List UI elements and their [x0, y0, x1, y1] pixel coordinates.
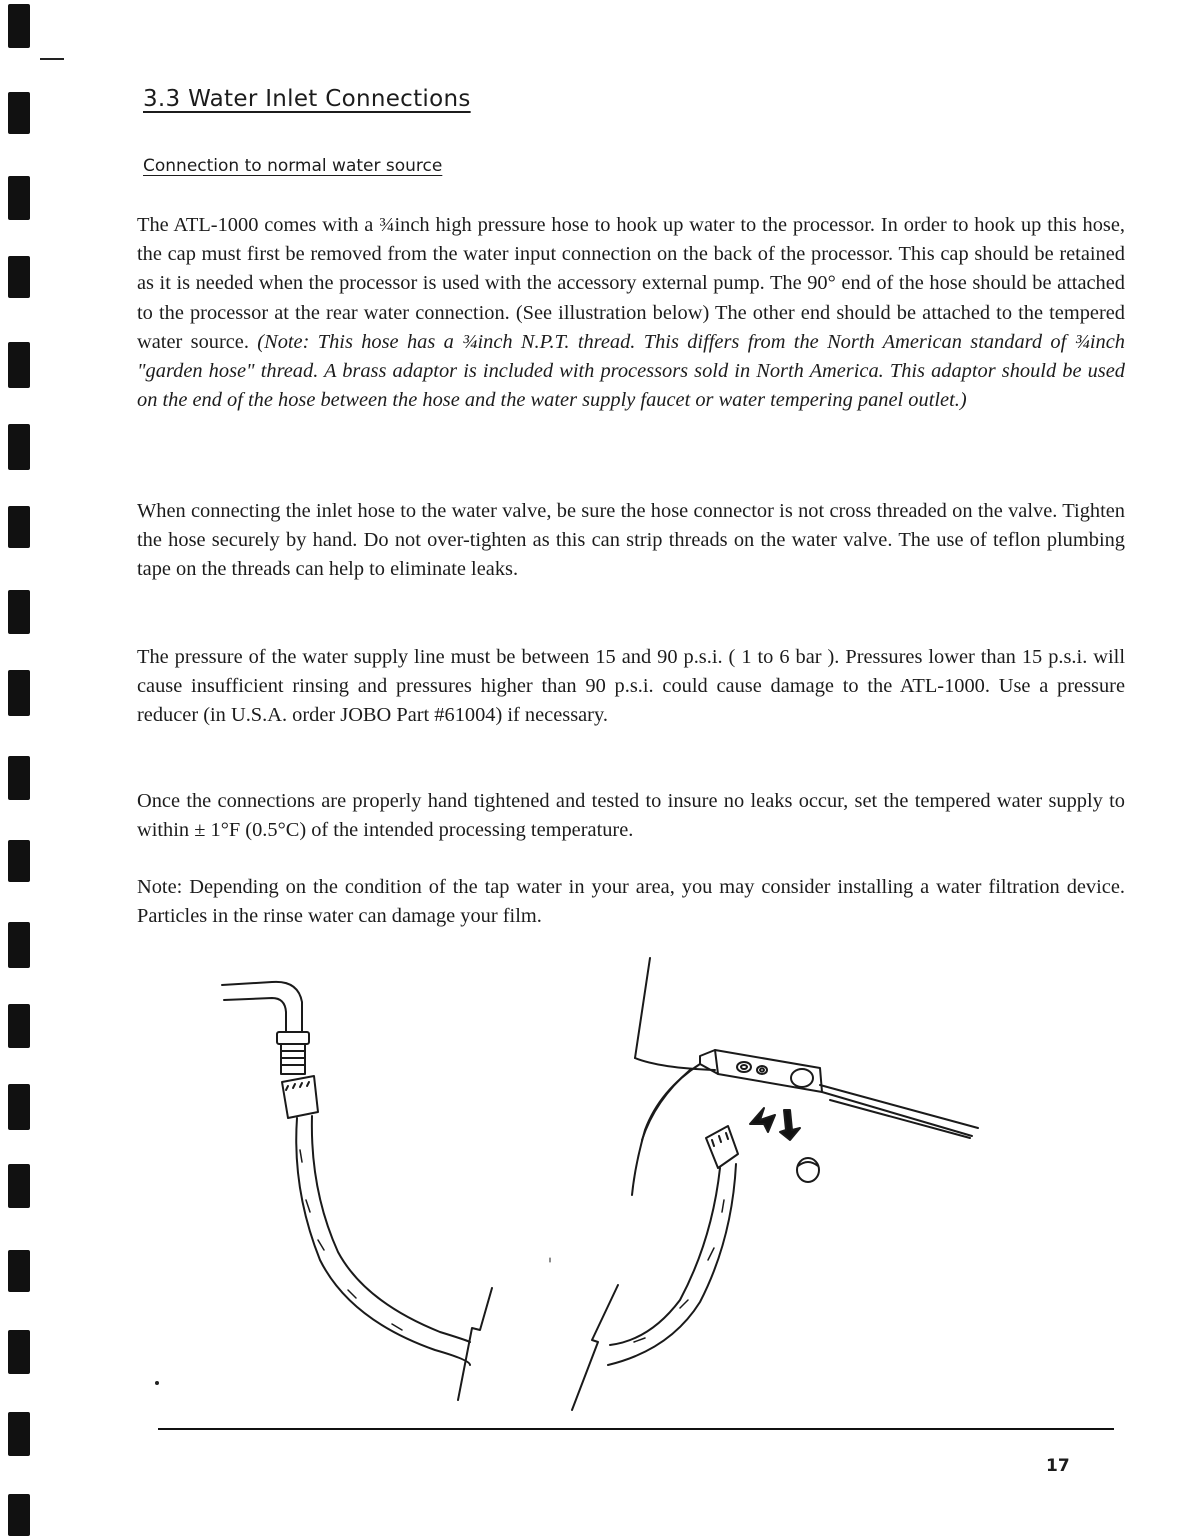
paragraph-tightening: When connecting the inlet hose to the water valve, be sure the hose connector is not cross threaded on the valve. Tighten the hose securely by hand. Do not over-tighten as this can strip threads on the water valve. The use of teflon plumbing tape on the threads can help to eliminate leaks.	[137, 500, 1125, 581]
paragraph-pressure: The pressure of the water supply line must be between 15 and 90 p.s.i. ( 1 to 6 bar ). Pressures lower than 15 p.s.i. will cause insufficient rinsing and pressures higher than 90 p.s.i. could cause damage to the ATL-1000. Use a pressure reducer (in U.S.A. order JOBO Part #61004) if necessary.	[137, 646, 1125, 727]
processor-rear-panel-drawing	[550, 958, 978, 1410]
paragraph-hose-connection-text: The ATL-1000 comes with a ¾inch high pressure hose to hook up water to the processor. In order to hook up this hose, the cap must first be removed from the water input connection on the back of the processor. This cap should be retained as it is needed when the processor is used with the accessory external pump. The 90° end of the hose should be attached to the processor at the rear water connection. (See illustration below) The other end should be attached to the tempered water source.	[137, 214, 1125, 353]
section-heading: 3.3 Water Inlet Connections	[143, 86, 471, 112]
paragraph-filtration-note: Note: Depending on the condition of the tap water in your area, you may consider installing a water filtration device. Particles in the rinse water can damage your film.	[137, 876, 1125, 928]
margin-mark	[40, 58, 64, 60]
footer-rule	[158, 1428, 1114, 1430]
stray-mark	[155, 1381, 159, 1385]
subheading: Connection to normal water source	[143, 156, 443, 176]
paragraph-temperature: Once the connections are properly hand tightened and tested to insure no leaks occur, set the tempered water supply to within ± 1°F (0.5°C) of the intended processing temperature.	[137, 790, 1125, 842]
paragraph-hose-connection	[137, 211, 1125, 415]
hose-connection-illustration	[140, 940, 1130, 1420]
hose-elbow-drawing	[222, 982, 492, 1400]
page-number: 17	[1046, 1456, 1070, 1476]
spiral-binding	[0, 0, 48, 1539]
adaptor-note: (Note: This hose has a ¾inch N.P.T. thread. This differs from the North American standard of ¾inch "garden hose" thread. A brass adaptor is included with processors sold in North America. This adaptor should be used on the end of the hose between the hose and the water supply faucet or water tempering panel outlet.)	[137, 330, 1125, 412]
